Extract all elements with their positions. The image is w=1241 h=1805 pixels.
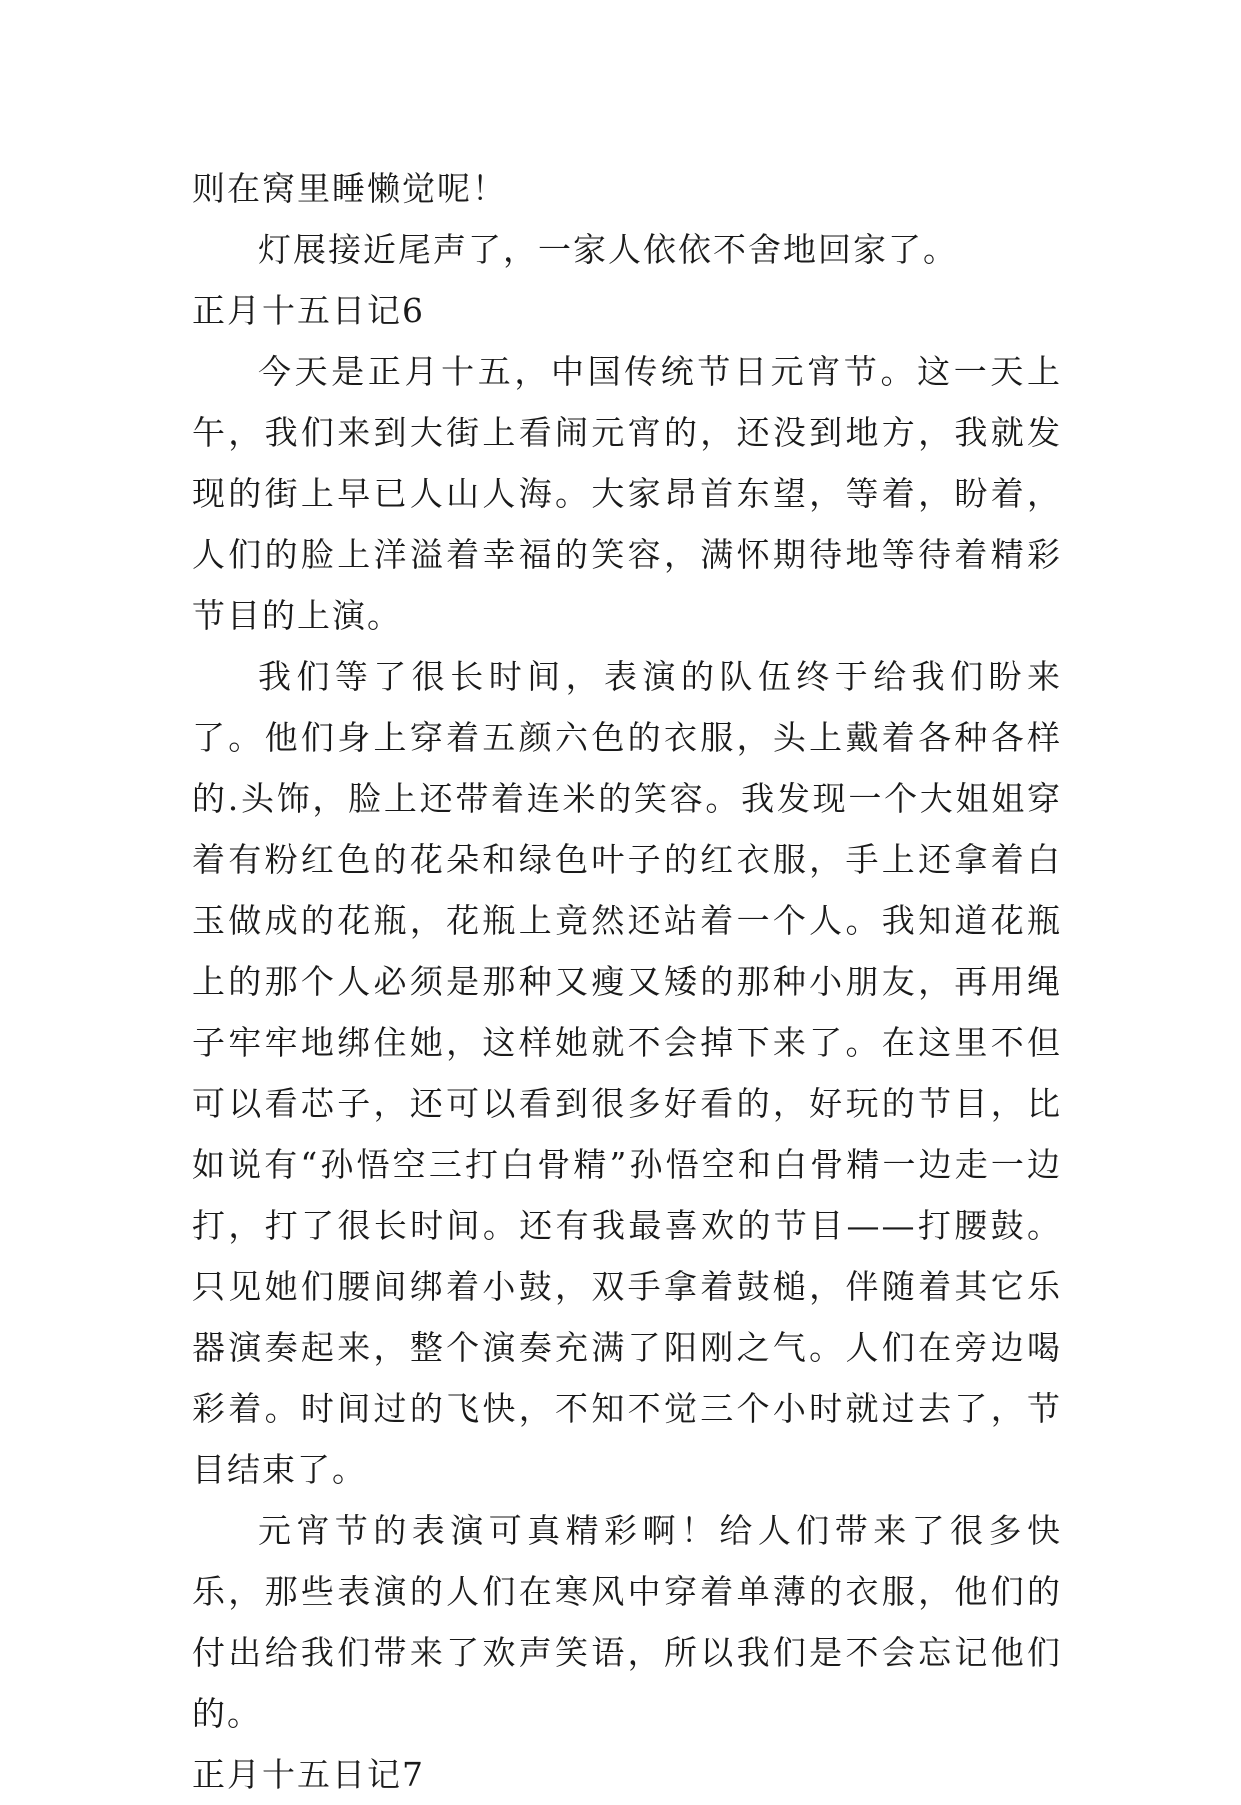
paragraph-continuation: 则在窝里睡懒觉呢！	[192, 169, 507, 208]
paragraph-performance: 我们等了很长时间，表演的队伍终于给我们盼来了。他们身上穿着五颜六色的衣服，头上戴着各种各样的.头饰，脸上还带着连米的笑容。我发现一个大姐姐穿着有粉红色的花朵和绿色叶子的红衣服，手上还拿着白玉做成的花瓶，花瓶上竟然还站着一个人。我知道花瓶上的那个人必须是那种又瘦又矮的那种小朋友，再用绳子牢牢地绑住她，这样她就不会掉下来了。在这里不但可以看芯子，还可以看到很多好看的，好玩的节目，比如说有“孙悟空三打白骨精”孙悟空和白骨精一边走一边打，打了很长时间。还有我最喜欢的节目——打腰鼓。只见她们腰间绑着小鼓，双手拿着鼓槌，伴随着其它乐器演奏起来，整个演奏充满了阳刚之气。人们在旁边喝彩着。时间过的飞快，不知不觉三个小时就过去了，节目结束了。	[192, 657, 1062, 1489]
paragraph-lantern-end: 灯展接近尾声了，一家人依依不舍地回家了。	[258, 230, 958, 269]
document-body	[192, 158, 1062, 1805]
diary-heading-7: 正月十五日记7	[192, 1755, 425, 1794]
paragraph-festival-intro: 今天是正月十五，中国传统节日元宵节。这一天上午，我们来到大街上看闹元宵的，还没到地方，我就发现的街上早已人山人海。大家昂首东望，等着，盼着，人们的脸上洋溢着幸福的笑容，满怀期待地等待着精彩节目的上演。	[192, 352, 1062, 635]
diary-heading-6: 正月十五日记6	[192, 291, 425, 330]
paragraph-conclusion: 元宵节的表演可真精彩啊！给人们带来了很多快乐，那些表演的人们在寒风中穿着单薄的衣服，他们的付出给我们带来了欢声笑语，所以我们是不会忘记他们的。	[192, 1511, 1062, 1733]
